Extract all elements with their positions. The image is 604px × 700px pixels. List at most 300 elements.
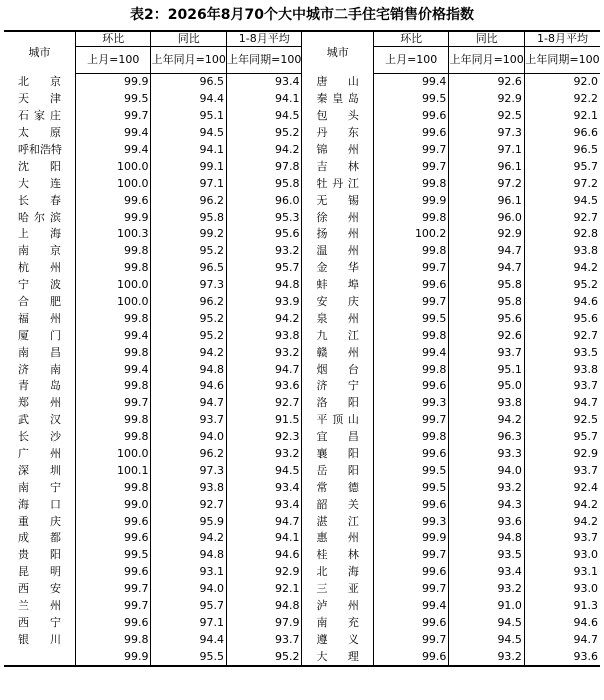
avg-value: 93.6 (524, 648, 600, 666)
city-name: 安庆 (302, 294, 373, 311)
yoy-value: 93.6 (449, 513, 525, 530)
mom-value: 100.0 (75, 277, 151, 294)
yoy-value: 96.5 (151, 74, 227, 91)
mom-value: 99.3 (373, 395, 449, 412)
table-row (4, 344, 600, 361)
city-name: 杭州 (18, 261, 61, 275)
mom-value: 99.4 (75, 327, 151, 344)
yoy-value: 97.2 (449, 175, 525, 192)
mom-value: 100.0 (75, 175, 151, 192)
mom-value: 99.9 (373, 530, 449, 547)
city-name: 兰州 (18, 599, 61, 613)
avg-value: 97.2 (524, 175, 600, 192)
mom-value: 99.4 (75, 142, 151, 159)
city-name: 遵义 (302, 631, 373, 648)
table-row (4, 631, 600, 648)
city-name: 成都 (18, 531, 61, 545)
city-name: 温州 (302, 243, 373, 260)
yoy-value: 93.7 (151, 412, 227, 429)
city-name: 赣州 (302, 344, 373, 361)
avg-base-right: 上年同期=100 (524, 47, 600, 74)
avg-value: 93.7 (226, 631, 302, 648)
mom-value: 100.1 (75, 462, 151, 479)
avg-value: 94.2 (226, 310, 302, 327)
avg-value: 92.7 (524, 209, 600, 226)
mom-value: 100.2 (373, 226, 449, 243)
table-row (4, 209, 600, 226)
yoy-value: 94.2 (449, 412, 525, 429)
city-name: 厦门 (18, 328, 61, 342)
city-header-left: 城市 (4, 31, 75, 74)
city-name: 锦州 (302, 142, 373, 159)
avg-value: 93.1 (524, 564, 600, 581)
yoy-value: 94.0 (449, 462, 525, 479)
table-row (4, 412, 600, 429)
city-name: 重庆 (18, 514, 61, 528)
avg-value: 93.2 (226, 344, 302, 361)
table-title: 表2：2026年8月70个大中城市二手住宅销售价格指数 (130, 7, 474, 23)
mom-header-left: 环比 (75, 31, 151, 47)
avg-value: 94.1 (226, 530, 302, 547)
avg-value: 93.9 (226, 294, 302, 311)
table-row (4, 564, 600, 581)
mom-value: 99.6 (373, 446, 449, 463)
city-name: 石家庄 (18, 109, 61, 123)
avg-value: 93.8 (226, 327, 302, 344)
yoy-value: 95.1 (449, 361, 525, 378)
city-name: 泉州 (302, 310, 373, 327)
yoy-value: 94.5 (449, 615, 525, 632)
city-name: 太原 (18, 126, 61, 140)
avg-value: 93.4 (226, 496, 302, 513)
avg-value: 93.0 (524, 547, 600, 564)
city-name: 惠州 (302, 530, 373, 547)
avg-value: 92.8 (524, 226, 600, 243)
mom-value: 99.4 (373, 344, 449, 361)
mom-value: 100.3 (75, 226, 151, 243)
city-name: 西宁 (18, 615, 61, 629)
yoy-value: 95.8 (151, 209, 227, 226)
yoy-value: 96.0 (449, 209, 525, 226)
avg-header-left: 1-8月平均 (226, 31, 302, 47)
mom-value: 99.6 (75, 192, 151, 209)
mom-value: 99.6 (373, 496, 449, 513)
table-body (4, 74, 600, 667)
mom-value: 99.8 (373, 327, 449, 344)
city-name: 湛江 (302, 513, 373, 530)
avg-value: 96.5 (524, 142, 600, 159)
yoy-value: 94.2 (151, 344, 227, 361)
avg-value: 93.8 (524, 361, 600, 378)
yoy-value: 93.3 (449, 446, 525, 463)
mom-value: 99.0 (75, 496, 151, 513)
table-row (4, 108, 600, 125)
yoy-value: 94.5 (449, 631, 525, 648)
table-row (4, 277, 600, 294)
mom-value: 99.9 (75, 74, 151, 91)
yoy-value: 93.7 (449, 344, 525, 361)
mom-value: 99.7 (373, 412, 449, 429)
avg-value: 96.6 (524, 125, 600, 142)
mom-value: 99.7 (75, 598, 151, 615)
mom-value: 99.6 (373, 277, 449, 294)
avg-value: 93.0 (524, 581, 600, 598)
yoy-value: 99.2 (151, 226, 227, 243)
avg-header-right: 1-8月平均 (524, 31, 600, 47)
city-name (4, 648, 75, 666)
yoy-value: 94.8 (449, 530, 525, 547)
mom-value: 99.8 (75, 378, 151, 395)
yoy-value: 93.8 (151, 479, 227, 496)
mom-value: 99.4 (75, 361, 151, 378)
table-row (4, 429, 600, 446)
avg-value: 97.9 (226, 615, 302, 632)
avg-value: 93.2 (226, 243, 302, 260)
yoy-value: 95.0 (449, 378, 525, 395)
yoy-value: 92.5 (449, 108, 525, 125)
city-name: 贵阳 (18, 548, 61, 562)
yoy-value: 96.3 (449, 429, 525, 446)
yoy-value: 92.9 (449, 226, 525, 243)
avg-value: 94.2 (226, 142, 302, 159)
yoy-value: 96.2 (151, 294, 227, 311)
avg-value: 95.2 (226, 648, 302, 666)
yoy-value: 93.5 (449, 547, 525, 564)
city-name: 北海 (302, 564, 373, 581)
table-row (4, 530, 600, 547)
city-name: 南充 (302, 615, 373, 632)
mom-value: 99.5 (373, 91, 449, 108)
city-name: 沈阳 (18, 159, 61, 173)
mom-value: 100.0 (75, 446, 151, 463)
table-row (4, 125, 600, 142)
city-name: 三亚 (302, 581, 373, 598)
yoy-value: 95.7 (151, 598, 227, 615)
city-name: 呼和浩特 (18, 143, 62, 156)
avg-value: 92.9 (226, 564, 302, 581)
mom-value: 99.6 (373, 615, 449, 632)
mom-value: 99.9 (75, 648, 151, 666)
city-name: 包头 (302, 108, 373, 125)
table-row (4, 310, 600, 327)
yoy-value: 93.2 (449, 581, 525, 598)
yoy-value: 94.7 (151, 395, 227, 412)
table-row (4, 378, 600, 395)
mom-value: 99.5 (75, 91, 151, 108)
yoy-value: 95.8 (449, 277, 525, 294)
price-index-table (4, 30, 600, 667)
avg-value: 94.7 (524, 395, 600, 412)
city-name: 北京 (18, 75, 61, 89)
mom-value: 99.7 (373, 142, 449, 159)
city-name: 南宁 (18, 480, 61, 494)
mom-value: 99.6 (373, 648, 449, 666)
city-name: 蚌埠 (302, 277, 373, 294)
yoy-value: 96.1 (449, 158, 525, 175)
city-name: 济南 (18, 362, 61, 376)
mom-value: 99.8 (75, 310, 151, 327)
avg-value: 95.3 (226, 209, 302, 226)
avg-value: 94.6 (524, 615, 600, 632)
city-name: 大理 (302, 648, 373, 666)
yoy-value: 94.0 (151, 581, 227, 598)
avg-value: 95.6 (524, 310, 600, 327)
avg-value: 97.8 (226, 158, 302, 175)
yoy-header-right: 同比 (449, 31, 525, 47)
city-name: 青岛 (18, 379, 61, 393)
city-name: 福州 (18, 311, 61, 325)
city-name: 襄阳 (302, 446, 373, 463)
city-name: 牡丹江 (302, 175, 373, 192)
avg-value: 93.7 (524, 462, 600, 479)
avg-value: 94.5 (226, 108, 302, 125)
table-row (4, 327, 600, 344)
avg-value: 93.7 (524, 530, 600, 547)
mom-value: 99.7 (373, 547, 449, 564)
mom-base-left: 上月=100 (75, 47, 151, 74)
avg-value: 91.3 (524, 598, 600, 615)
yoy-header-left: 同比 (151, 31, 227, 47)
table-row (4, 243, 600, 260)
yoy-value: 94.5 (151, 125, 227, 142)
table-row (4, 615, 600, 632)
city-name: 宁波 (18, 278, 61, 292)
yoy-value: 95.6 (449, 310, 525, 327)
mom-value: 99.8 (75, 479, 151, 496)
yoy-value: 96.2 (151, 446, 227, 463)
city-name: 无锡 (302, 192, 373, 209)
table-row (4, 479, 600, 496)
table-row (4, 192, 600, 209)
yoy-value: 91.0 (449, 598, 525, 615)
city-name: 韶关 (302, 496, 373, 513)
avg-value: 96.0 (226, 192, 302, 209)
yoy-value: 94.7 (449, 260, 525, 277)
city-name: 岳阳 (302, 462, 373, 479)
mom-value: 99.8 (75, 412, 151, 429)
avg-value: 93.4 (226, 74, 302, 91)
avg-value: 95.6 (226, 226, 302, 243)
table-row (4, 91, 600, 108)
avg-value: 92.5 (524, 412, 600, 429)
yoy-value: 94.1 (151, 142, 227, 159)
table-row (4, 581, 600, 598)
city-name: 吉林 (302, 158, 373, 175)
mom-value: 99.7 (373, 581, 449, 598)
yoy-value: 95.2 (151, 243, 227, 260)
mom-value: 99.8 (75, 429, 151, 446)
avg-value: 95.7 (226, 260, 302, 277)
avg-value: 94.8 (226, 277, 302, 294)
mom-value: 99.5 (75, 547, 151, 564)
yoy-value: 93.2 (449, 479, 525, 496)
table-row (4, 175, 600, 192)
city-name: 银川 (18, 632, 61, 646)
avg-base-left: 上年同期=100 (226, 47, 302, 74)
yoy-value: 95.5 (151, 648, 227, 666)
city-name: 深圳 (18, 463, 61, 477)
yoy-value: 97.3 (449, 125, 525, 142)
mom-value: 99.8 (373, 429, 449, 446)
mom-value: 99.5 (373, 310, 449, 327)
avg-value: 94.1 (226, 91, 302, 108)
mom-value: 99.8 (75, 344, 151, 361)
yoy-value: 95.9 (151, 513, 227, 530)
yoy-value: 94.3 (449, 496, 525, 513)
yoy-value: 92.6 (449, 327, 525, 344)
avg-value: 92.9 (524, 446, 600, 463)
table-row (4, 462, 600, 479)
yoy-value: 95.2 (151, 310, 227, 327)
city-name: 广州 (18, 447, 61, 461)
yoy-value: 95.1 (151, 108, 227, 125)
yoy-value: 93.1 (151, 564, 227, 581)
avg-value: 94.7 (226, 361, 302, 378)
avg-value: 95.8 (226, 175, 302, 192)
city-name: 徐州 (302, 209, 373, 226)
city-name: 南昌 (18, 345, 61, 359)
city-name: 哈尔滨 (18, 210, 61, 224)
avg-value: 94.8 (226, 598, 302, 615)
city-name: 扬州 (302, 226, 373, 243)
avg-value: 93.6 (226, 378, 302, 395)
mom-value: 99.6 (75, 513, 151, 530)
avg-value: 91.5 (226, 412, 302, 429)
city-name: 金华 (302, 260, 373, 277)
avg-value: 94.5 (226, 462, 302, 479)
yoy-value: 93.8 (449, 395, 525, 412)
mom-value: 99.8 (373, 243, 449, 260)
mom-value: 99.6 (373, 564, 449, 581)
yoy-value: 92.9 (449, 91, 525, 108)
mom-value: 99.7 (373, 260, 449, 277)
mom-value: 99.8 (75, 260, 151, 277)
table-row (4, 598, 600, 615)
mom-value: 99.9 (373, 192, 449, 209)
city-name: 常德 (302, 479, 373, 496)
city-name: 丹东 (302, 125, 373, 142)
avg-value: 93.4 (226, 479, 302, 496)
yoy-value: 96.1 (449, 192, 525, 209)
yoy-value: 94.8 (151, 547, 227, 564)
city-name: 南京 (18, 244, 61, 258)
mom-value: 99.6 (75, 564, 151, 581)
yoy-value: 93.2 (449, 648, 525, 666)
city-name: 桂林 (302, 547, 373, 564)
table-row (4, 294, 600, 311)
table-row (4, 446, 600, 463)
city-name: 长春 (18, 193, 61, 207)
mom-value: 99.5 (373, 462, 449, 479)
avg-value: 94.6 (524, 294, 600, 311)
avg-value: 92.4 (524, 479, 600, 496)
yoy-value: 96.2 (151, 192, 227, 209)
mom-value: 99.6 (373, 378, 449, 395)
city-name: 洛阳 (302, 395, 373, 412)
avg-value: 94.2 (524, 260, 600, 277)
city-name: 宜昌 (302, 429, 373, 446)
mom-value: 99.7 (75, 395, 151, 412)
avg-value: 93.7 (524, 378, 600, 395)
yoy-value: 97.1 (449, 142, 525, 159)
avg-value: 92.7 (226, 395, 302, 412)
table-row (4, 496, 600, 513)
mom-value: 100.0 (75, 158, 151, 175)
mom-value: 99.6 (75, 530, 151, 547)
yoy-value: 92.6 (449, 74, 525, 91)
table-row (4, 158, 600, 175)
yoy-value: 94.4 (151, 631, 227, 648)
city-name: 大连 (18, 176, 61, 190)
yoy-base-right: 上年同月=100 (449, 47, 525, 74)
avg-value: 92.7 (524, 327, 600, 344)
avg-value: 93.8 (524, 243, 600, 260)
mom-value: 99.8 (373, 175, 449, 192)
table-row (4, 395, 600, 412)
city-name: 天津 (18, 92, 61, 106)
mom-value: 99.8 (373, 209, 449, 226)
mom-value: 99.8 (75, 631, 151, 648)
table-header (4, 31, 600, 74)
yoy-value: 94.4 (151, 91, 227, 108)
avg-value: 94.6 (226, 547, 302, 564)
table-row (4, 513, 600, 530)
avg-value: 95.2 (524, 277, 600, 294)
mom-value: 99.7 (373, 294, 449, 311)
mom-header-right: 环比 (373, 31, 449, 47)
yoy-value: 97.1 (151, 615, 227, 632)
mom-value: 99.7 (75, 108, 151, 125)
city-name: 西安 (18, 582, 61, 596)
avg-value: 92.1 (226, 581, 302, 598)
table-row (4, 142, 600, 159)
mom-value: 99.4 (373, 598, 449, 615)
city-name: 济宁 (302, 378, 373, 395)
yoy-value: 94.0 (151, 429, 227, 446)
mom-value: 99.7 (75, 581, 151, 598)
avg-value: 94.7 (226, 513, 302, 530)
table-row (4, 648, 600, 666)
mom-value: 99.5 (373, 479, 449, 496)
mom-value: 99.7 (373, 631, 449, 648)
mom-base-right: 上月=100 (373, 47, 449, 74)
avg-value: 92.1 (524, 108, 600, 125)
table-row (4, 74, 600, 91)
yoy-value: 94.2 (151, 530, 227, 547)
mom-value: 99.6 (373, 108, 449, 125)
city-name: 郑州 (18, 396, 61, 410)
city-name: 泸州 (302, 598, 373, 615)
city-header-right: 城市 (302, 31, 373, 74)
yoy-value: 92.7 (151, 496, 227, 513)
city-name: 合肥 (18, 295, 61, 309)
mom-value: 99.7 (373, 158, 449, 175)
yoy-value: 95.2 (151, 327, 227, 344)
yoy-value: 97.1 (151, 175, 227, 192)
avg-value: 94.7 (524, 631, 600, 648)
mom-value: 99.8 (75, 243, 151, 260)
avg-value: 93.2 (226, 446, 302, 463)
yoy-value: 97.3 (151, 462, 227, 479)
city-name: 唐山 (302, 74, 373, 91)
table-row (4, 547, 600, 564)
avg-value: 94.2 (524, 513, 600, 530)
city-name: 平顶山 (302, 412, 373, 429)
avg-value: 92.0 (524, 74, 600, 91)
mom-value: 99.4 (75, 125, 151, 142)
avg-value: 94.2 (524, 496, 600, 513)
city-name: 海口 (18, 497, 61, 511)
